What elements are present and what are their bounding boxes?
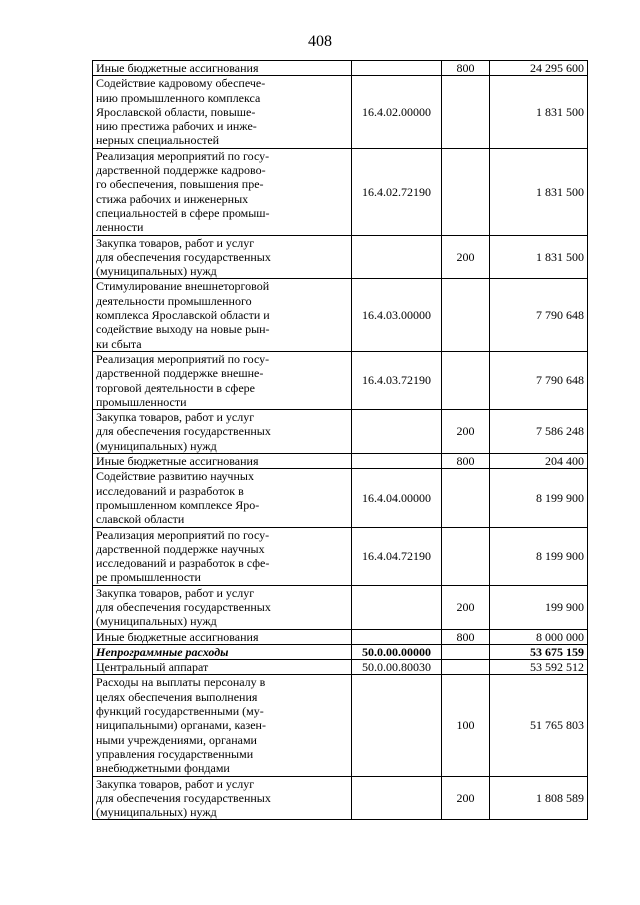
cell-expense-type xyxy=(442,644,490,659)
cell-code: 50.0.00.00000 xyxy=(352,644,442,659)
cell-expense-type xyxy=(442,148,490,235)
cell-code xyxy=(352,61,442,76)
budget-table-body xyxy=(93,61,588,820)
table-row xyxy=(93,454,588,469)
cell-amount: 24 295 600 xyxy=(490,61,588,76)
table-row xyxy=(93,279,588,351)
cell-expense-type: 800 xyxy=(442,454,490,469)
cell-amount: 7 790 648 xyxy=(490,279,588,351)
cell-code: 16.4.02.00000 xyxy=(352,76,442,148)
cell-expense-type: 200 xyxy=(442,585,490,629)
cell-expense-type: 100 xyxy=(442,675,490,776)
cell-expense-type xyxy=(442,279,490,351)
table-row xyxy=(93,776,588,820)
cell-code: 16.4.04.00000 xyxy=(352,469,442,527)
cell-code: 16.4.03.00000 xyxy=(352,279,442,351)
cell-name: Содействие кадровому обеспече- нию промышленного комплекса Ярославской области, повыше- нию престижа рабочих и инже- нерных специальностей xyxy=(93,76,352,148)
cell-expense-type: 200 xyxy=(442,410,490,454)
cell-amount: 1 808 589 xyxy=(490,776,588,820)
cell-name: Закупка товаров, работ и услуг для обеспечения государственных (муниципальных) нужд xyxy=(93,776,352,820)
cell-code xyxy=(352,629,442,644)
cell-amount: 204 400 xyxy=(490,454,588,469)
page-number: 408 xyxy=(308,33,332,50)
cell-expense-type: 200 xyxy=(442,235,490,279)
table-row xyxy=(93,235,588,279)
cell-amount: 53 592 512 xyxy=(490,660,588,675)
cell-code xyxy=(352,585,442,629)
cell-name: Реализация мероприятий по госу- дарственной поддержке внешне- торговой деятельности в сфере промышленности xyxy=(93,351,352,409)
cell-amount: 1 831 500 xyxy=(490,76,588,148)
cell-name: Стимулирование внешнеторговой деятельности промышленного комплекса Ярославской области и содействие выходу на новые рын- ки сбыта xyxy=(93,279,352,351)
cell-name: Реализация мероприятий по госу- дарственной поддержке кадрово- го обеспечения, повышения пре- стижа рабочих и инженерных специальностей в сфере промыш- ленности xyxy=(93,148,352,235)
table-row xyxy=(93,469,588,527)
cell-amount: 199 900 xyxy=(490,585,588,629)
cell-amount: 1 831 500 xyxy=(490,235,588,279)
table-row xyxy=(93,660,588,675)
cell-expense-type: 200 xyxy=(442,776,490,820)
cell-expense-type xyxy=(442,469,490,527)
table-row xyxy=(93,410,588,454)
cell-name: Содействие развитию научных исследований и разработок в промышленном комплексе Яро- славской области xyxy=(93,469,352,527)
table-row xyxy=(93,629,588,644)
cell-code xyxy=(352,776,442,820)
table-row xyxy=(93,527,588,585)
cell-name: Закупка товаров, работ и услуг для обеспечения государственных (муниципальных) нужд xyxy=(93,585,352,629)
cell-amount: 8 000 000 xyxy=(490,629,588,644)
cell-amount: 51 765 803 xyxy=(490,675,588,776)
cell-code: 16.4.03.72190 xyxy=(352,351,442,409)
budget-table xyxy=(92,60,588,820)
cell-name: Закупка товаров, работ и услуг для обеспечения государственных (муниципальных) нужд xyxy=(93,410,352,454)
cell-code: 16.4.02.72190 xyxy=(352,148,442,235)
table-row xyxy=(93,585,588,629)
cell-amount: 8 199 900 xyxy=(490,527,588,585)
cell-code xyxy=(352,454,442,469)
cell-name: Центральный аппарат xyxy=(93,660,352,675)
cell-name: Непрограммные расходы xyxy=(93,644,352,659)
cell-amount: 8 199 900 xyxy=(490,469,588,527)
cell-name: Иные бюджетные ассигнования xyxy=(93,629,352,644)
cell-expense-type xyxy=(442,351,490,409)
cell-expense-type: 800 xyxy=(442,61,490,76)
table-row xyxy=(93,148,588,235)
table-row xyxy=(93,61,588,76)
table-row xyxy=(93,76,588,148)
cell-amount: 7 790 648 xyxy=(490,351,588,409)
cell-amount: 53 675 159 xyxy=(490,644,588,659)
cell-code: 16.4.04.72190 xyxy=(352,527,442,585)
cell-name: Расходы на выплаты персоналу в целях обеспечения выполнения функций государственными (му- ниципальными) органами, казен- ными учреждениями, органами управления государственными внебюджетными фондами xyxy=(93,675,352,776)
cell-name: Иные бюджетные ассигнования xyxy=(93,454,352,469)
cell-name: Закупка товаров, работ и услуг для обеспечения государственных (муниципальных) нужд xyxy=(93,235,352,279)
table-row xyxy=(93,675,588,776)
cell-name: Реализация мероприятий по госу- дарственной поддержке научных исследований и разработок в сфе- ре промышленности xyxy=(93,527,352,585)
table-row xyxy=(93,644,588,659)
cell-amount: 7 586 248 xyxy=(490,410,588,454)
cell-amount: 1 831 500 xyxy=(490,148,588,235)
cell-code xyxy=(352,675,442,776)
cell-expense-type: 800 xyxy=(442,629,490,644)
cell-name: Иные бюджетные ассигнования xyxy=(93,61,352,76)
cell-expense-type xyxy=(442,76,490,148)
cell-code xyxy=(352,410,442,454)
cell-expense-type xyxy=(442,527,490,585)
cell-expense-type xyxy=(442,660,490,675)
cell-code: 50.0.00.80030 xyxy=(352,660,442,675)
cell-code xyxy=(352,235,442,279)
table-row xyxy=(93,351,588,409)
